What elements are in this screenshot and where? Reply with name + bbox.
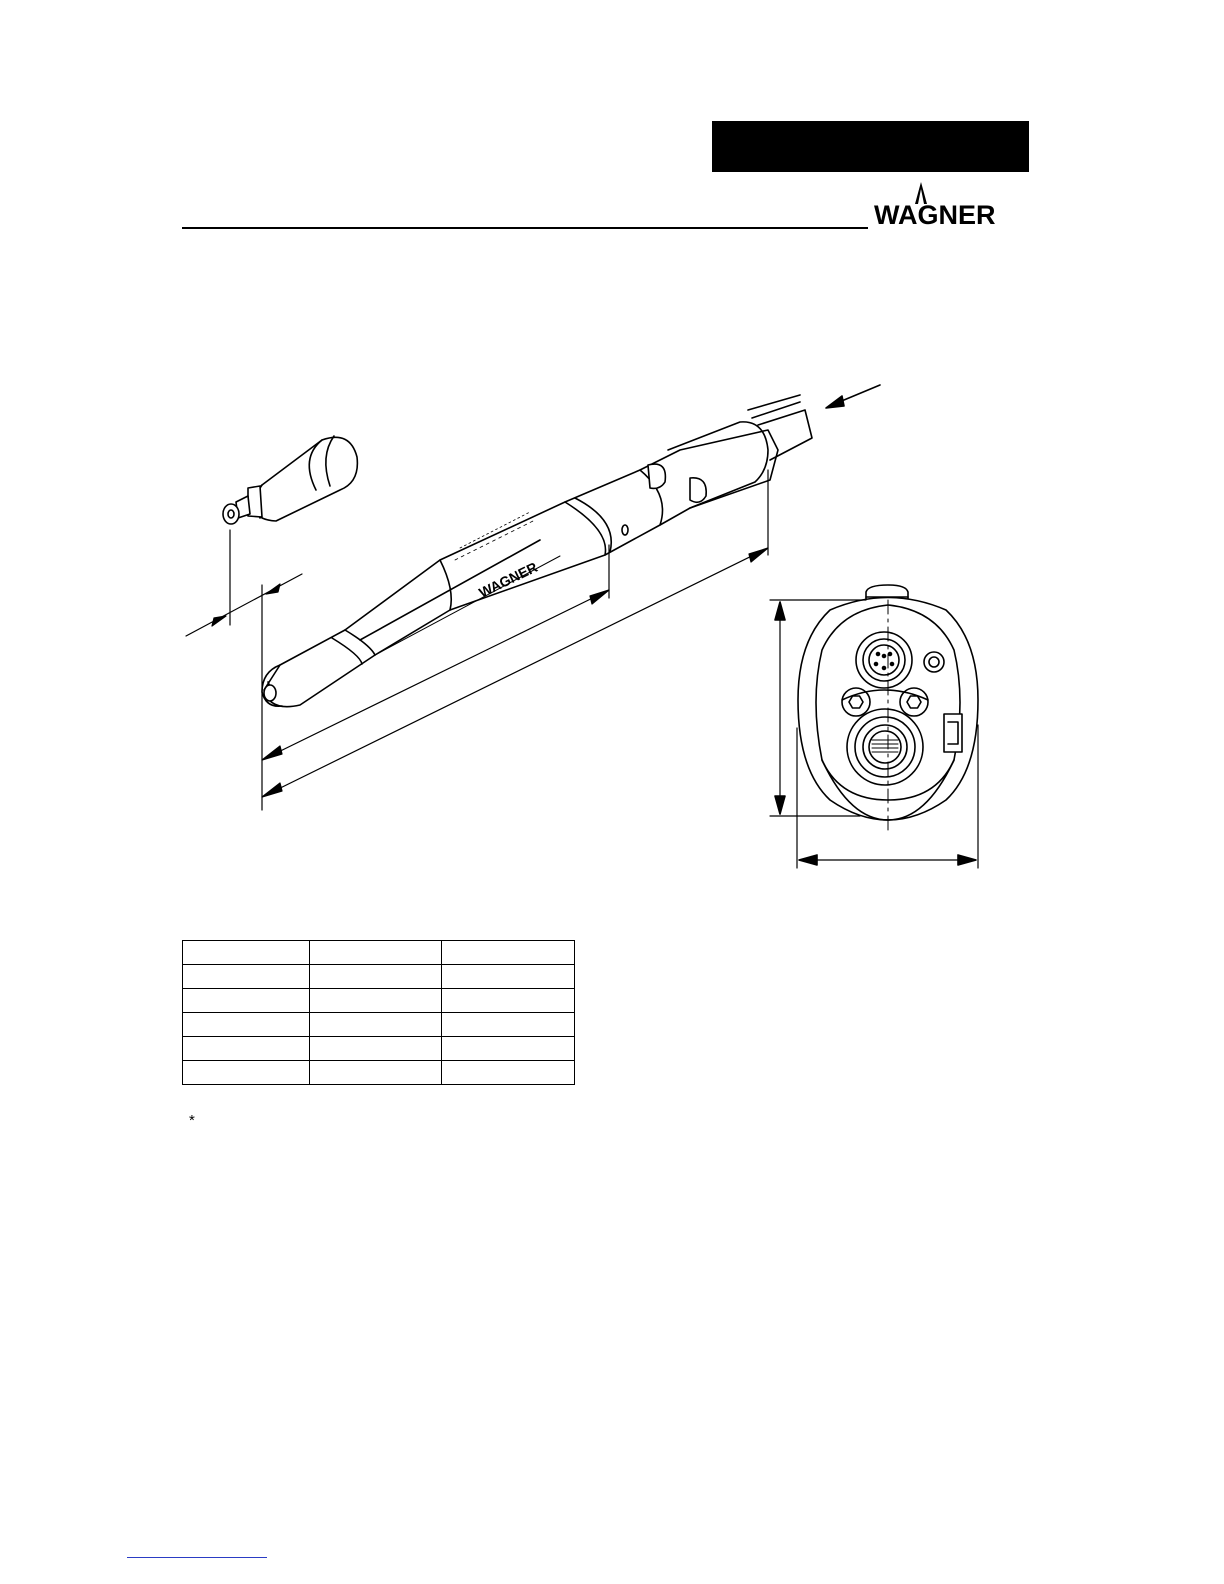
table-cell (183, 941, 310, 965)
gun-rear-view (770, 585, 978, 868)
table-cell (310, 1037, 442, 1061)
nozzle-cap (223, 436, 357, 625)
table-cell (183, 1013, 310, 1037)
spec-table (182, 940, 575, 1085)
table-cell (442, 989, 575, 1013)
table-cell (442, 1037, 575, 1061)
table-cell (442, 1013, 575, 1037)
direction-arrow (826, 385, 880, 408)
table-cell (442, 1061, 575, 1085)
table-row (183, 1037, 575, 1061)
table-cell (310, 941, 442, 965)
table-cell (310, 989, 442, 1013)
table-cell (183, 1061, 310, 1085)
gun-body-label: WAGNER (476, 558, 540, 601)
table-cell (183, 1037, 310, 1061)
table-row (183, 1013, 575, 1037)
table-row (183, 1061, 575, 1085)
table-row (183, 965, 575, 989)
table-row (183, 941, 575, 965)
footnote-marker: * (189, 1112, 195, 1129)
table-cell (183, 965, 310, 989)
table-cell (442, 941, 575, 965)
table-cell (442, 965, 575, 989)
logo-wordmark: WAGNER (874, 200, 996, 230)
bottom-link-underline[interactable] (127, 1557, 267, 1558)
table-cell (183, 989, 310, 1013)
table-cell (310, 965, 442, 989)
table-cell (310, 1013, 442, 1037)
table-cell (310, 1061, 442, 1085)
table-row (183, 989, 575, 1013)
